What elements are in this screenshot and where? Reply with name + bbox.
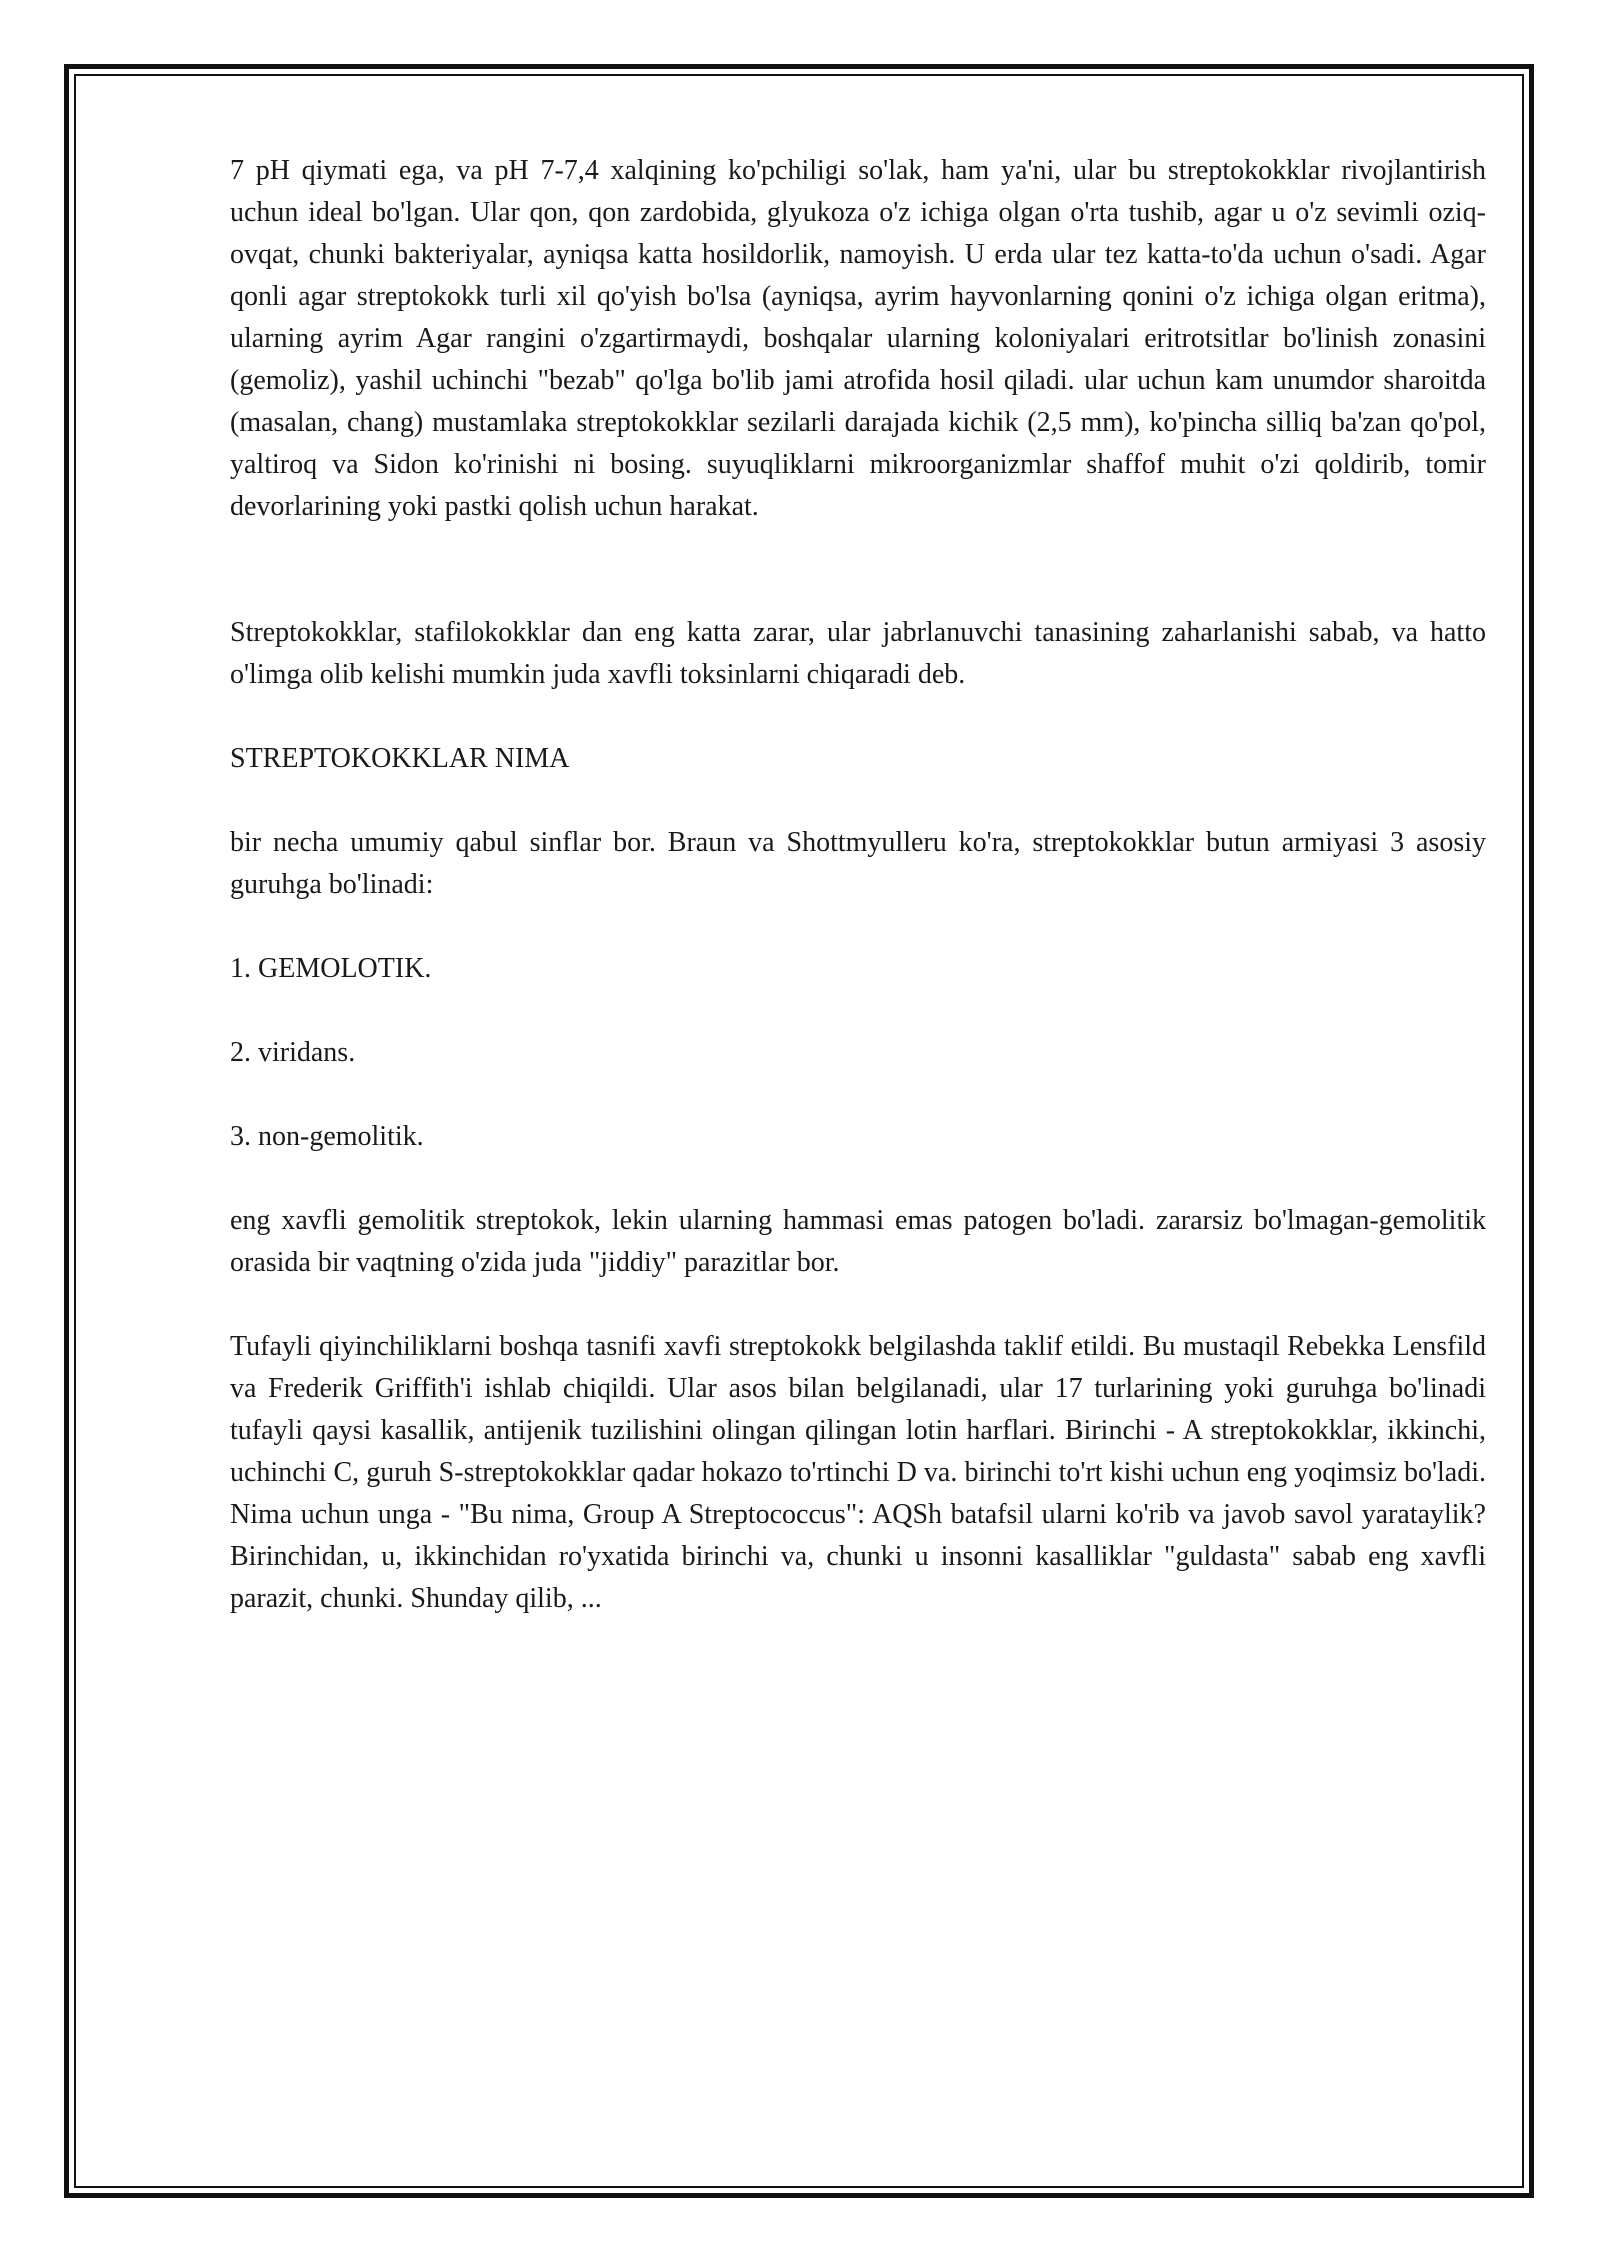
section-heading: STREPTOKOKKLAR NIMA <box>230 743 570 774</box>
paragraph-5: Tufayli qiyinchiliklarni boshqa tasnifi xavfi streptokokk belgilashda taklif etildi. Bu mustaqil Rebekka Lensfild va Frederik Griffith'i ishlab chiqildi. Ular asos bilan belgilanadi, ular 17 turlarining yoki guruhga bo'linadi tufayli qaysi kasallik, antijenik tuzilishini olingan qilingan lotin harflari. Birinchi - A streptokokklar, ikkinchi, uchinchi C, guruh S-streptokokklar qadar hokazo to'rtinchi D va. birinchi to'rt kishi uchun eng yoqimsiz bo'ladi. Nima uchun unga - "Bu nima, Group A Streptococcus": AQSh batafsil ularni ko'rib va javob savol yarataylik? Birinchidan, u, ikkinchidan ro'yxatida birinchi va, chunki u insonni kasalliklar "guldasta" sabab eng xavfli parazit, chunki. Shunday qilib, ... <box>230 1331 1486 1614</box>
list-item-3: 3. non-gemolitik. <box>230 1121 424 1152</box>
list-item-1: 1. GEMOLOTIK. <box>230 953 432 984</box>
paragraph-1: 7 pH qiymati ega, va pH 7-7,4 xalqining ko'pchiligi so'lak, ham ya'ni, ular bu streptokokklar rivojlantirish uchun ideal bo'lgan. Ular qon, qon zardobida, glyukoza o'z ichiga olgan o'rta tushib, agar u o'z sevimli oziq-ovqat, chunki bakteriyalar, ayniqsa katta hosildorlik, namoyish. U erda ular tez katta-to'da uchun o'sadi. Agar qonli agar streptokokk turli xil qo'yish bo'lsa (ayniqsa, ayrim hayvonlarning qonini o'z ichiga olgan eritma), ularning ayrim Agar rangini o'zgartirmaydi, boshqalar ularning koloniyalari eritrotsitlar bo'linish zonasini (gemoliz), yashil uchinchi "bezab" qo'lga bo'lib jami atrofida hosil qiladi. ular uchun kam unumdor sharoitda (masalan, chang) mustamlaka streptokokklar sezilarli darajada kichik (2,5 mm), ko'pincha silliq ba'zan qo'pol, yaltiroq va Sidon ko'rinishi ni bosing. suyuqliklarni mikroorganizmlar shaffof muhit o'zi qoldirib, tomir devorlarining yoki pastki qolish uchun harakat. <box>230 155 1486 522</box>
list-item-2: 2. viridans. <box>230 1037 356 1068</box>
paragraph-4: eng xavfli gemolitik streptokok, lekin ularning hammasi emas patogen bo'ladi. zararsiz bo'lmagan-gemolitik orasida bir vaqtning o'zida juda "jiddiy" parazitlar bor. <box>230 1205 1486 1278</box>
paragraph-3: bir necha umumiy qabul sinflar bor. Braun va Shottmyulleru ko'ra, streptokokklar butun armiyasi 3 asosiy guruhga bo'linadi: <box>230 827 1486 900</box>
paragraph-2: Streptokokklar, stafilokokklar dan eng katta zarar, ular jabrlanuvchi tanasining zaharlanishi sabab, va hatto o'limga olib kelishi mumkin juda xavfli toksinlarni chiqaradi deb. <box>230 617 1486 690</box>
document-body <box>230 150 1486 1620</box>
